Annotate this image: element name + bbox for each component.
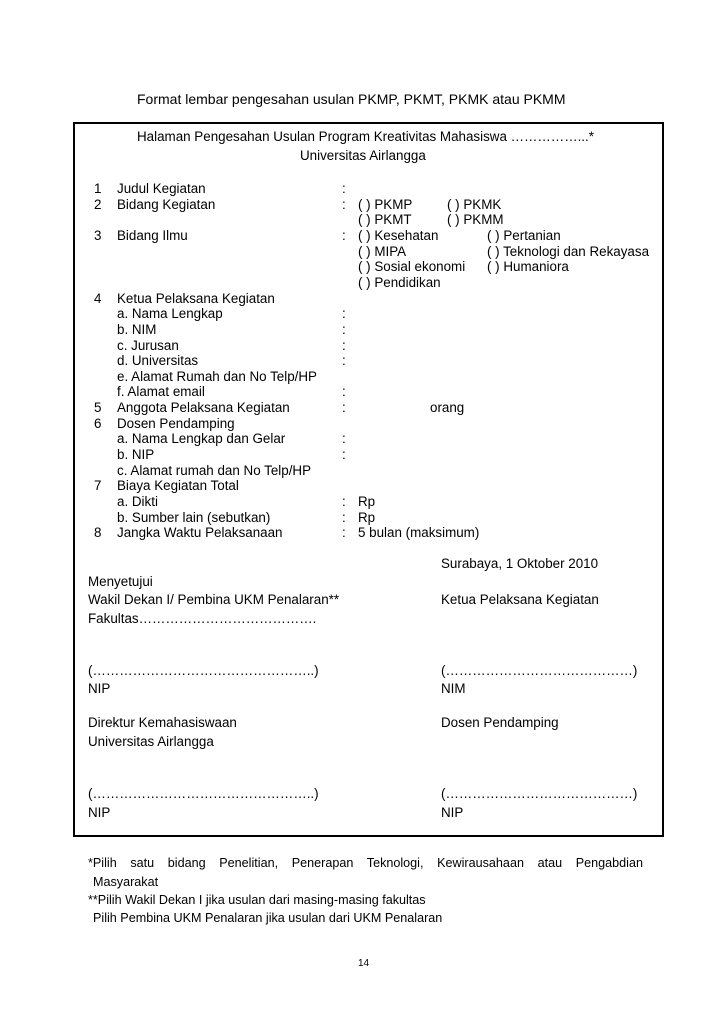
checkbox-option: ( ) PKMK xyxy=(447,196,502,212)
right-signature-blank: (……………………………………) xyxy=(441,663,638,678)
form-heading: Halaman Pengesahan Usulan Program Kreativitas Mahasiswa ……………...* xyxy=(137,129,594,144)
director-id-label: NIP xyxy=(88,805,111,820)
footnote-1-line1: *Pilih satu bidang Penelitian, Penerapan Teknologi, Kewirausahaan atau Pengabdian xyxy=(88,856,643,870)
field-label: a. Nama Lengkap dan Gelar xyxy=(117,431,286,447)
field-colon: : xyxy=(342,196,346,212)
footnote-1-line2: Masyarakat xyxy=(93,875,159,889)
field-label: c. Jurusan xyxy=(117,337,179,353)
field-label: b. NIP xyxy=(117,447,155,463)
field-number: 3 xyxy=(94,227,102,243)
director-role: Direktur Kemahasiswaan xyxy=(88,715,237,730)
field-colon: : xyxy=(342,353,346,369)
field-value: Rp xyxy=(358,509,376,525)
field-number: 4 xyxy=(94,290,102,306)
field-label: Ketua Pelaksana Kegiatan xyxy=(117,290,275,306)
footnote-2-line2: Pilih Pembina UKM Penalaran jika usulan dari UKM Penalaran xyxy=(93,911,443,925)
field-colon: : xyxy=(342,447,346,463)
checkbox-option: ( ) Humaniora xyxy=(487,259,569,275)
field-number: 8 xyxy=(94,525,102,541)
field-colon: : xyxy=(342,384,346,400)
checkbox-option: ( ) PKMP xyxy=(358,196,413,212)
field-label: d. Universitas xyxy=(117,353,199,369)
checkbox-option: ( ) Teknologi dan Rekayasa xyxy=(487,243,650,259)
field-label: f. Alamat email xyxy=(117,384,205,400)
field-value: orang xyxy=(430,400,465,416)
field-value: Rp xyxy=(358,494,376,509)
left-signer-role: Wakil Dekan I/ Pembina UKM Penalaran** xyxy=(88,592,340,607)
field-colon: : xyxy=(342,494,346,509)
field-number: 6 xyxy=(94,415,102,431)
field-number: 2 xyxy=(94,196,102,212)
checkbox-option: ( ) PKMM xyxy=(447,212,504,228)
field-colon: : xyxy=(342,431,346,447)
field-value: 5 bulan (maksimum) xyxy=(358,525,480,541)
page-number: 14 xyxy=(358,958,370,969)
field-label: Judul Kegiatan xyxy=(117,181,206,196)
field-label: Biaya Kegiatan Total xyxy=(117,478,239,494)
field-label: a. Dikti xyxy=(117,494,158,509)
checkbox-option: ( ) PKMT xyxy=(358,212,412,228)
field-label: b. Sumber lain (sebutkan) xyxy=(117,509,271,525)
director-signature-blank: (…………………………………………..) xyxy=(88,786,319,801)
document-title: Format lembar pengesahan usulan PKMP, PKMT, PKMK atau PKMM xyxy=(137,91,566,107)
right-signer-role: Ketua Pelaksana Kegiatan xyxy=(441,592,599,607)
field-colon: : xyxy=(342,509,346,525)
field-label: e. Alamat Rumah dan No Telp/HP xyxy=(117,368,317,384)
field-colon: : xyxy=(342,337,346,353)
field-label: a. Nama Lengkap xyxy=(117,306,223,322)
approval-label: Menyetujui xyxy=(88,574,153,589)
left-id-label: NIP xyxy=(88,681,111,696)
checkbox-option: ( ) Pendidikan xyxy=(358,274,441,290)
checkbox-option: ( ) Pertanian xyxy=(487,227,561,243)
field-colon: : xyxy=(342,181,346,196)
field-colon: : xyxy=(342,525,346,541)
field-number: 1 xyxy=(94,181,102,196)
field-colon: : xyxy=(342,321,346,337)
place-date: Surabaya, 1 Oktober 2010 xyxy=(441,556,599,571)
form-subheading: Universitas Airlangga xyxy=(300,148,426,163)
advisor-signature-blank: (……………………………………) xyxy=(441,786,638,801)
field-colon: : xyxy=(342,400,346,416)
director-university: Universitas Airlangga xyxy=(88,734,214,749)
field-label: Bidang Ilmu xyxy=(117,227,188,243)
advisor-role: Dosen Pendamping xyxy=(441,715,559,730)
field-label: c. Alamat rumah dan No Telp/HP xyxy=(117,462,312,478)
field-number: 7 xyxy=(94,478,102,494)
field-colon: : xyxy=(342,227,346,243)
checkbox-option: ( ) Sosial ekonomi xyxy=(358,259,466,275)
faculty-line: Fakultas…………………………………. xyxy=(88,611,317,626)
checkbox-option: ( ) MIPA xyxy=(358,243,407,259)
field-label: Dosen Pendamping xyxy=(117,415,235,431)
left-signature-blank: (…………………………………………..) xyxy=(88,663,319,678)
field-colon: : xyxy=(342,306,346,322)
field-label: Bidang Kegiatan xyxy=(117,196,216,212)
right-id-label: NIM xyxy=(441,681,466,696)
field-label: b. NIM xyxy=(117,321,157,337)
checkbox-option: ( ) Kesehatan xyxy=(358,227,439,243)
footnote-2-line1: **Pilih Wakil Dekan I jika usulan dari masing-masing fakultas xyxy=(88,893,426,907)
field-label: Anggota Pelaksana Kegiatan xyxy=(117,400,290,416)
field-number: 5 xyxy=(94,400,102,416)
field-label: Jangka Waktu Pelaksanaan xyxy=(117,525,283,541)
advisor-id-label: NIP xyxy=(441,805,464,820)
